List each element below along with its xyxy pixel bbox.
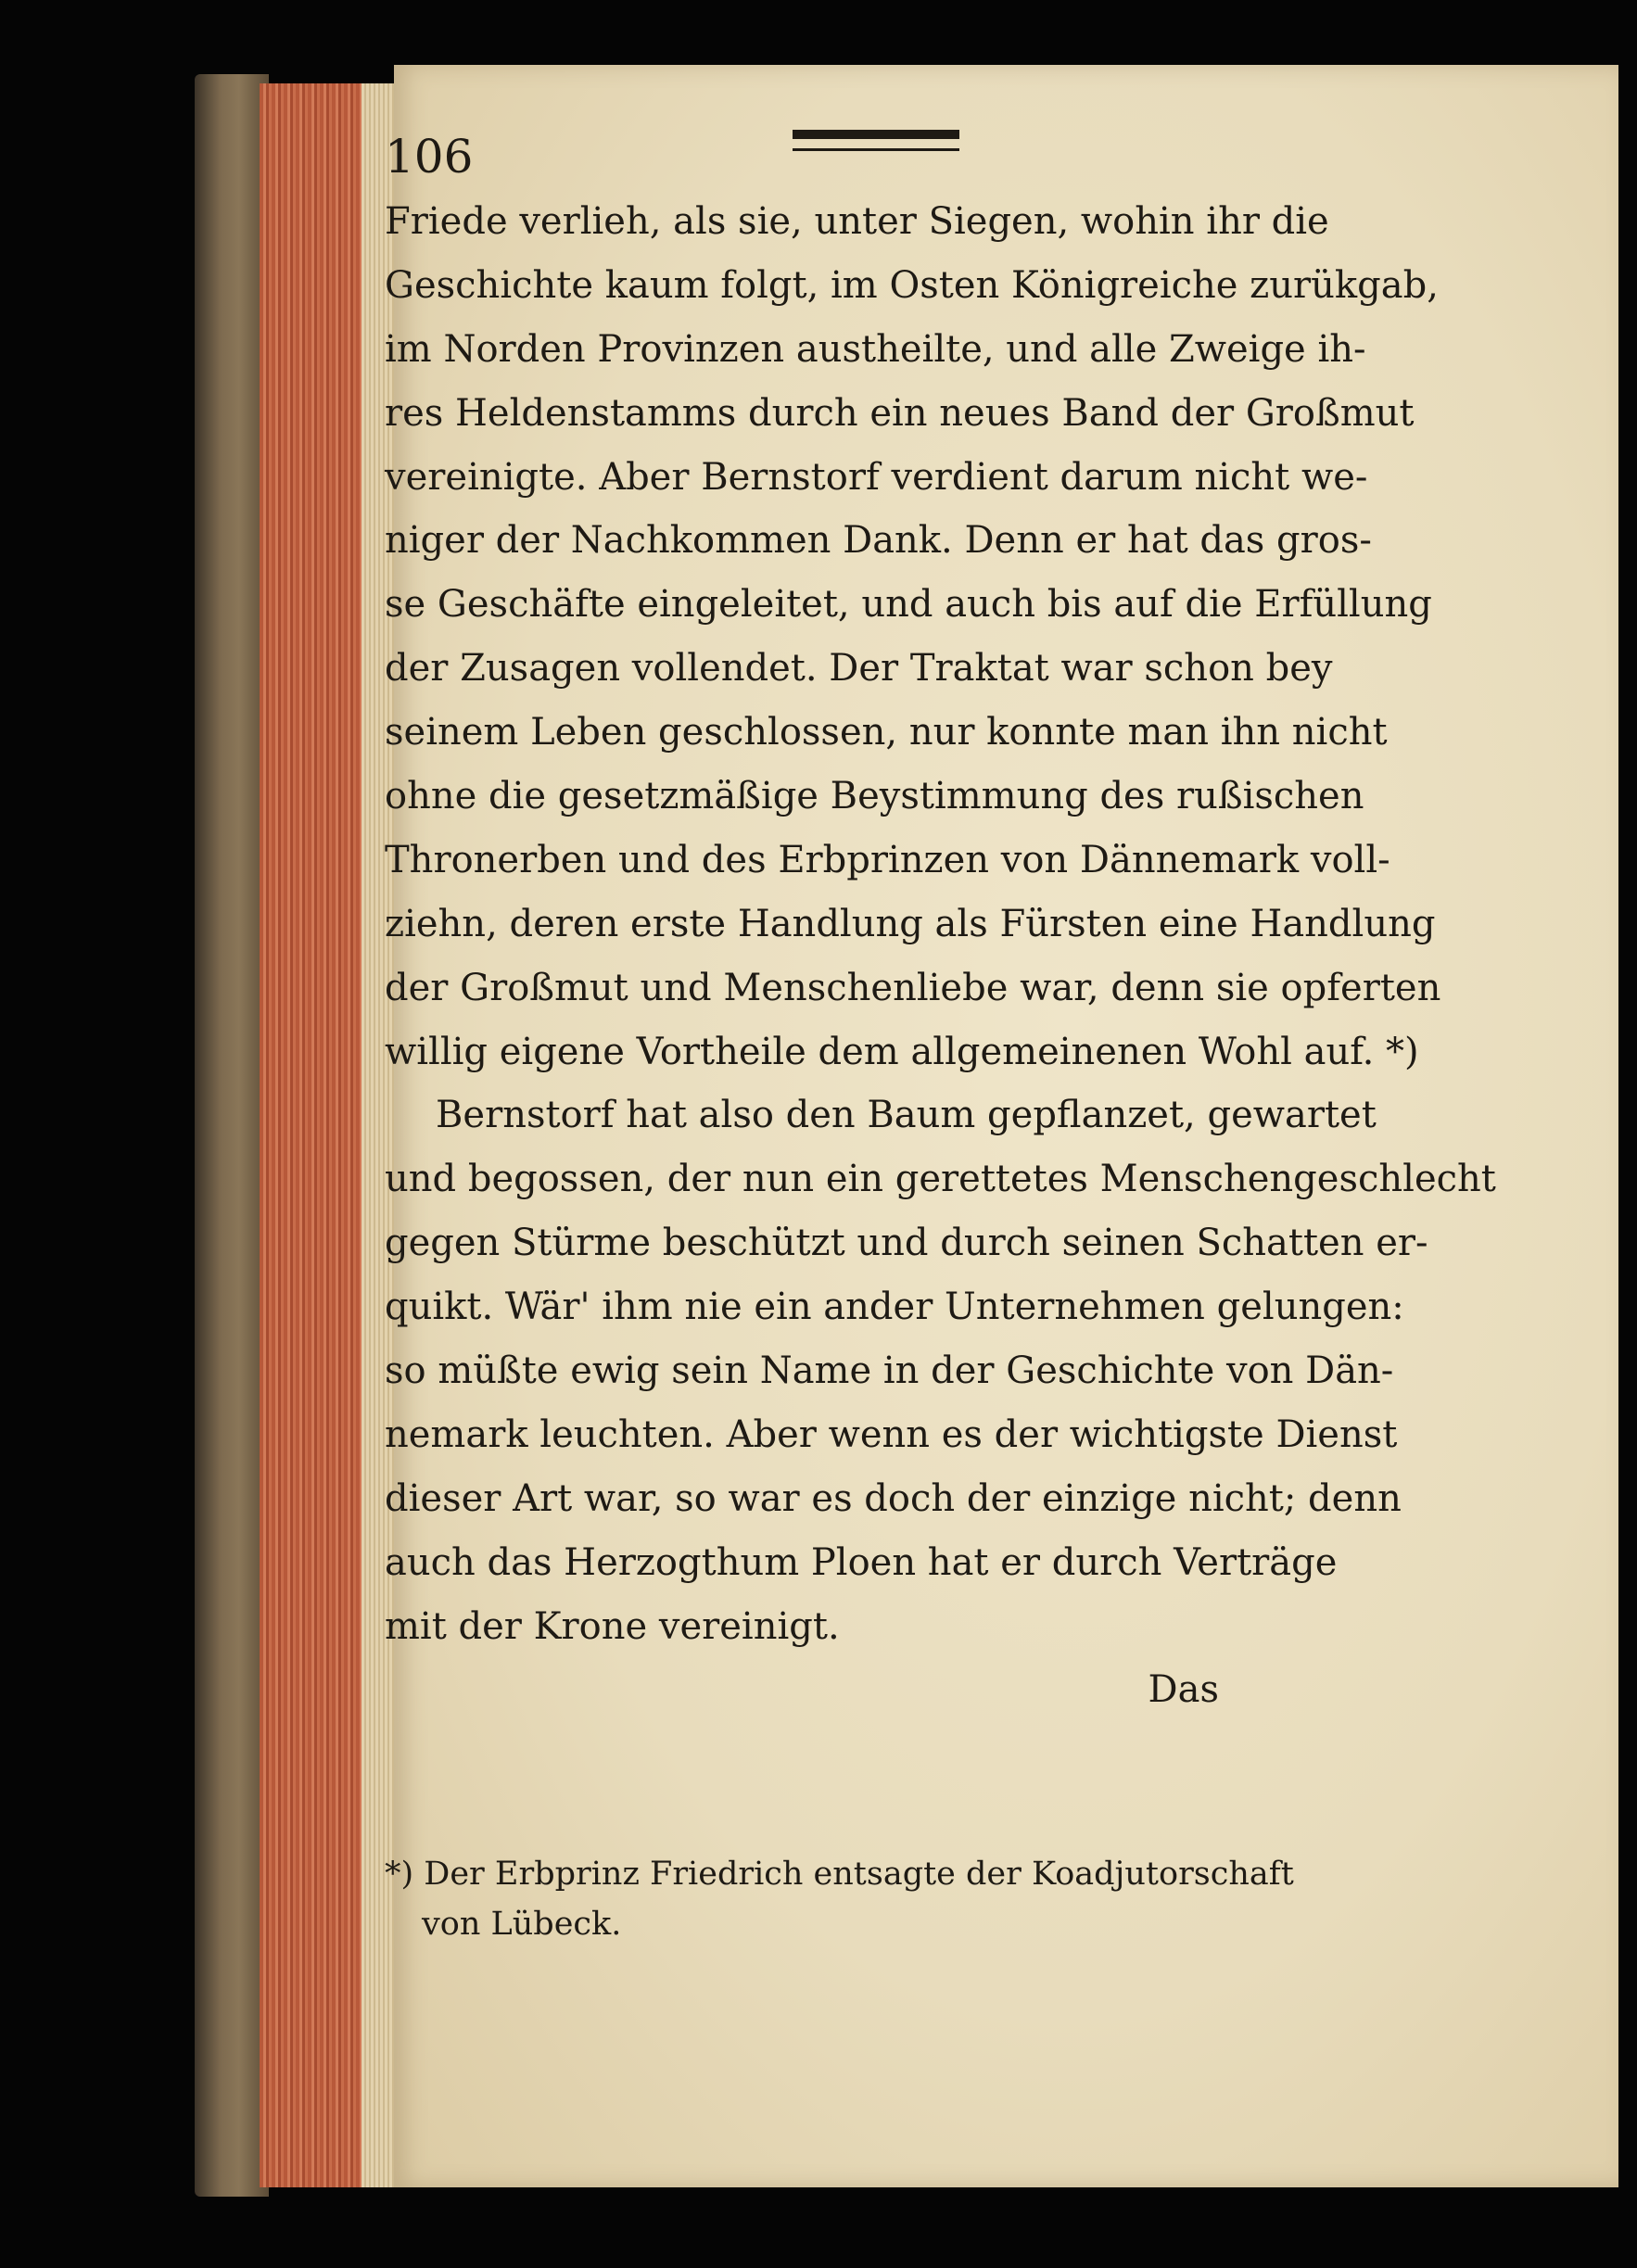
header-rule-thin: [793, 148, 959, 151]
text-line: der Großmut und Menschenliebe war, denn sie opferten: [385, 966, 1441, 1009]
text-line: seinem Leben geschlossen, nur konnte man ihn nicht: [385, 711, 1388, 754]
body-text: [385, 190, 1496, 1722]
text-line: gegen Stürme beschützt und durch seinen Schatten er-: [385, 1222, 1428, 1265]
header-rule-thick: [793, 130, 959, 139]
text-line: res Heldenstamms durch ein neues Band der Großmut: [385, 391, 1415, 435]
text-line: ohne die gesetzmäßige Beystimmung des rußischen: [385, 775, 1364, 818]
text-line: niger der Nachkommen Dank. Denn er hat das gros-: [385, 519, 1372, 563]
text-line: und begossen, der nun ein gerettetes Menschengeschlecht: [385, 1158, 1496, 1201]
text-line: dieser Art war, so war es doch der einzige nicht; denn: [385, 1476, 1402, 1520]
text-line: se Geschäfte eingeleitet, und auch bis auf die Erfüllung: [385, 583, 1432, 627]
page-number: 106: [385, 130, 474, 184]
page-edges: [260, 83, 362, 2187]
text-line: Geschichte kaum folgt, im Osten Königreiche zurükgab,: [385, 263, 1439, 307]
text-line: quikt. Wär' ihm nie ein ander Unternehmen gelungen:: [385, 1286, 1404, 1329]
text-line: der Zusagen vollendet. Der Traktat war schon bey: [385, 647, 1333, 691]
text-line: im Norden Provinzen austheilte, und alle Zweige ih-: [385, 327, 1366, 371]
text-line: mit der Krone vereinigt.: [385, 1604, 840, 1648]
footnote-line: *) Der Erbprinz Friedrich entsagte der Koadjutorschaft: [385, 1856, 1294, 1893]
text-line: auch das Herzogthum Ploen hat er durch Verträge: [385, 1540, 1338, 1584]
footnote-line: von Lübeck.: [422, 1906, 622, 1943]
text-line-paragraph-start: Bernstorf hat also den Baum gepflanzet, gewartet: [436, 1094, 1377, 1137]
text-line: Thronerben und des Erbprinzen von Dännemark voll-: [385, 838, 1390, 881]
text-line: nemark leuchten. Aber wenn es der wichtigste Dienst: [385, 1413, 1398, 1456]
book-spine: [195, 74, 269, 2197]
text-line: Friede verlieh, als sie, unter Siegen, wohin ihr die: [385, 200, 1329, 243]
text-line: so müßte ewig sein Name in der Geschichte von Dän-: [385, 1349, 1394, 1393]
text-line: vereinigte. Aber Bernstorf verdient darum nicht we-: [385, 455, 1368, 499]
catchword: Das: [1148, 1668, 1219, 1712]
text-line: willig eigene Vortheile dem allgemeinenen Wohl auf. *): [385, 1030, 1419, 1073]
footnote: [385, 1849, 1294, 1949]
text-line: ziehn, deren erste Handlung als Fürsten eine Handlung: [385, 902, 1436, 945]
